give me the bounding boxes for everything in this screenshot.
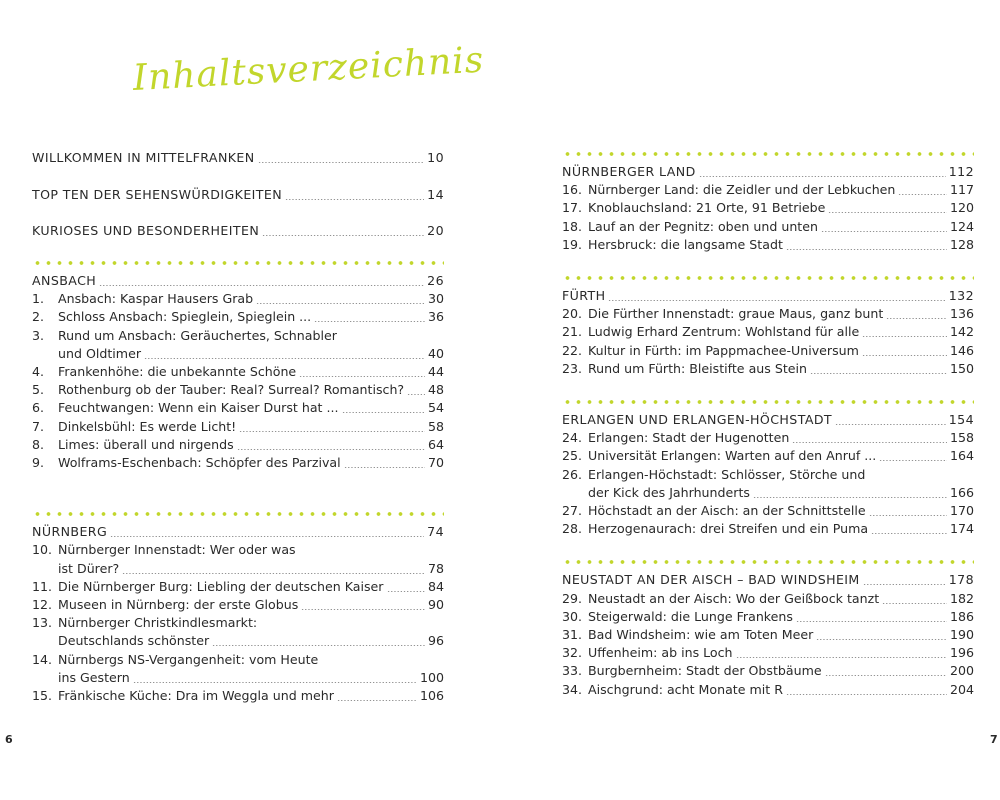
entry-page: 36: [427, 309, 444, 325]
entry-title: Hersbruck: die langsame Stadt: [588, 236, 783, 252]
entry-title: Frankenhöhe: die unbekannte Schöne: [58, 364, 297, 379]
toc-entry-4[interactable]: [32, 363, 444, 381]
entry-number: 2.: [32, 309, 45, 325]
dot-leader: [828, 209, 947, 213]
dot-leader: [239, 428, 425, 432]
entry-title: Nürnbergs NS-Vergangenheit: vom Heute: [58, 651, 319, 667]
toc-entry-willkommen-in-mittelfranken[interactable]: [32, 149, 444, 167]
dot-leader: [786, 246, 947, 250]
dot-leader: [810, 370, 947, 374]
section-divider: [562, 559, 974, 565]
toc-entry-2[interactable]: [32, 308, 444, 326]
entry-page: 112: [948, 164, 974, 179]
dot-leader: [337, 697, 417, 701]
entry-page: 174: [949, 521, 974, 537]
toc-entry-25[interactable]: [562, 447, 974, 465]
dot-leader: [736, 654, 947, 658]
entry-number: 26.: [562, 466, 583, 482]
entry-number: 11.: [32, 578, 53, 594]
dot-leader: [898, 191, 947, 195]
dot-leader: [699, 173, 946, 177]
entry-number: 8.: [32, 436, 45, 452]
entry-title: Museen in Nürnberg: der erste Globus: [58, 597, 299, 612]
page-number-left: 6: [5, 733, 13, 746]
entry-title: KURIOSES UND BESONDERHEITEN: [32, 223, 260, 238]
entry-title: Feuchtwangen: Wenn ein Kaiser Durst hat ...: [58, 400, 339, 416]
entry-page: 120: [949, 200, 974, 216]
entry-page: 150: [949, 360, 974, 376]
toc-entry-28[interactable]: [562, 520, 974, 538]
dot-leader: [879, 457, 947, 461]
dot-leader: [301, 606, 425, 610]
entry-number: 9.: [32, 455, 45, 470]
dot-leader: [299, 373, 425, 377]
entry-number: 28.: [562, 521, 583, 537]
section-heading-erlangen-und-erlangen-h-chstadt[interactable]: [562, 411, 974, 429]
toc-entry-21[interactable]: [562, 323, 974, 341]
entry-page: 14: [427, 186, 444, 202]
toc-entry-14-line2[interactable]: [32, 669, 444, 687]
entry-number: 27.: [562, 503, 583, 518]
dot-leader: [237, 446, 425, 450]
entry-title: Knoblauchsland: 21 Orte, 91 Betriebe: [588, 200, 826, 216]
section-heading-ansbach[interactable]: [32, 272, 444, 290]
toc-entry-5[interactable]: [32, 381, 444, 399]
section-heading-f-rth[interactable]: [562, 287, 974, 305]
entry-page: 124: [949, 218, 974, 234]
toc-entry-6[interactable]: [32, 399, 444, 417]
entry-page: 182: [949, 590, 974, 606]
toc-entry-27[interactable]: [562, 502, 974, 520]
entry-title: Rothenburg ob der Tauber: Real? Surreal? Romantisch?: [58, 382, 405, 398]
toc-entry-16[interactable]: [562, 181, 974, 199]
toc-entry-26[interactable]: [562, 466, 974, 484]
dot-leader: [144, 355, 425, 359]
entry-number: 29.: [562, 590, 583, 606]
entry-title: der Kick des Jahrhunderts: [588, 484, 750, 500]
dot-leader: [796, 618, 947, 622]
entry-title: NEUSTADT AN DER AISCH – BAD WINDSHEIM: [562, 572, 860, 588]
entry-page: 196: [949, 645, 974, 661]
toc-entry-7[interactable]: [32, 418, 444, 436]
entry-page: 146: [949, 342, 974, 358]
toc-entry-3[interactable]: [32, 327, 444, 345]
dot-leader: [262, 232, 424, 236]
entry-page: 58: [427, 418, 444, 434]
entry-title: Erlangen: Stadt der Hugenotten: [588, 430, 790, 446]
section-divider: [562, 399, 974, 405]
toc-entry-top-ten-der-sehensw-rdigkeiten[interactable]: [32, 186, 444, 204]
toc-entry-13[interactable]: [32, 614, 444, 632]
entry-title: ANSBACH: [32, 273, 97, 288]
toc-entry-9[interactable]: [32, 454, 444, 472]
toc-entry-34[interactable]: [562, 681, 974, 699]
dot-leader: [816, 636, 947, 640]
entry-title: Die Nürnberger Burg: Liebling der deutschen Kaiser: [58, 578, 384, 594]
entry-title: Wolframs-Eschenbach: Schöpfer des Parzival: [58, 455, 341, 470]
toc-entry-30[interactable]: [562, 608, 974, 626]
entry-page: 100: [419, 669, 444, 685]
toc-entry-29[interactable]: [562, 590, 974, 608]
entry-title: Neustadt an der Aisch: Wo der Geißbock tanzt: [588, 590, 880, 606]
toc-entry-32[interactable]: [562, 644, 974, 662]
toc-entry-23[interactable]: [562, 360, 974, 378]
page-number-right: 7: [990, 733, 998, 746]
entry-number: 15.: [32, 688, 53, 703]
dot-leader: [862, 352, 947, 356]
entry-title: Kultur in Fürth: im Pappmachee-Universum: [588, 342, 859, 358]
entry-number: 20.: [562, 306, 583, 322]
entry-number: 31.: [562, 627, 583, 642]
toc-entry-31[interactable]: [562, 626, 974, 644]
entry-title: NÜRNBERG: [32, 524, 108, 540]
entry-page: 96: [427, 633, 444, 649]
entry-title: Lauf an der Pegnitz: oben und unten: [588, 218, 818, 234]
entry-page: 204: [949, 681, 974, 697]
section-divider: [562, 275, 974, 281]
entry-number: 23.: [562, 360, 583, 376]
entry-page: 154: [948, 412, 974, 427]
dot-leader: [862, 333, 947, 337]
entry-number: 16.: [562, 182, 583, 198]
toc-entry-11[interactable]: [32, 578, 444, 596]
dot-leader: [863, 581, 946, 585]
entry-title: Nürnberger Land: die Zeidler und der Lebkuchen: [588, 182, 896, 198]
entry-title: Dinkelsbühl: Es werde Licht!: [58, 418, 237, 434]
entry-title: Ludwig Erhard Zentrum: Wohlstand für alle: [588, 324, 860, 340]
dot-leader: [821, 228, 947, 232]
toc-entry-12[interactable]: [32, 596, 444, 614]
toc-entry-1[interactable]: [32, 290, 444, 308]
toc-entry-10[interactable]: [32, 541, 444, 559]
entry-title: Bad Windsheim: wie am Toten Meer: [588, 627, 814, 642]
toc-entry-18[interactable]: [562, 218, 974, 236]
entry-number: 33.: [562, 663, 583, 679]
toc-entry-33[interactable]: [562, 662, 974, 680]
dot-leader: [212, 642, 425, 646]
entry-title: Herzogenaurach: drei Streifen und ein Puma: [588, 521, 869, 537]
entry-title: Limes: überall und nirgends: [58, 436, 234, 452]
entry-number: 30.: [562, 608, 583, 624]
entry-page: 164: [949, 448, 974, 464]
entry-page: 178: [948, 572, 974, 588]
toc-entry-22[interactable]: [562, 342, 974, 360]
entry-page: 90: [427, 597, 444, 612]
dot-leader: [608, 297, 945, 301]
entry-number: 5.: [32, 382, 45, 398]
entry-title: Höchstadt an der Aisch: an der Schnittstelle: [588, 503, 866, 518]
entry-number: 34.: [562, 681, 583, 697]
entry-title: Burgbernheim: Stadt der Obstbäume: [588, 663, 822, 679]
section-heading-neustadt-an-der-aisch-bad-windsheim[interactable]: [562, 571, 974, 589]
entry-page: 64: [427, 436, 444, 452]
dot-leader: [407, 391, 425, 395]
dot-leader: [886, 315, 947, 319]
dot-leader: [387, 588, 425, 592]
entry-page: 186: [949, 608, 974, 624]
dot-leader: [285, 196, 424, 200]
entry-title: Uffenheim: ab ins Loch: [588, 645, 733, 661]
dot-leader: [786, 691, 947, 695]
toc-entry-10-line2[interactable]: [32, 560, 444, 578]
section-divider: [32, 260, 444, 266]
entry-title: FÜRTH: [562, 288, 606, 303]
toc-entry-3-line2[interactable]: [32, 345, 444, 363]
dot-leader: [342, 409, 425, 413]
toc-entry-24[interactable]: [562, 429, 974, 447]
entry-page: 20: [427, 223, 444, 238]
entry-title: ERLANGEN UND ERLANGEN-HÖCHSTADT: [562, 412, 833, 427]
entry-number: 17.: [562, 200, 583, 216]
entry-number: 4.: [32, 364, 45, 379]
dot-leader: [314, 318, 425, 322]
entry-page: 78: [427, 560, 444, 576]
entry-title: Die Fürther Innenstadt: graue Maus, ganz bunt: [588, 306, 884, 322]
entry-number: 1.: [32, 291, 45, 307]
entry-title: TOP TEN DER SEHENSWÜRDIGKEITEN: [32, 186, 283, 202]
entry-page: 106: [419, 688, 444, 703]
entry-number: 6.: [32, 400, 45, 416]
dot-leader: [753, 494, 947, 498]
dot-leader: [871, 530, 947, 534]
entry-title: ist Dürer?: [58, 560, 120, 576]
entry-number: 10.: [32, 542, 53, 558]
entry-title: Ansbach: Kaspar Hausers Grab: [58, 291, 254, 307]
entry-number: 25.: [562, 448, 583, 464]
entry-title: Rund um Fürth: Bleistifte aus Stein: [588, 360, 807, 376]
dot-leader: [792, 439, 947, 443]
entry-page: 142: [949, 324, 974, 340]
dot-leader: [256, 300, 425, 304]
entry-title: und Oldtimer: [58, 345, 141, 361]
entry-title: Fränkische Küche: Dra im Weggla und mehr: [58, 688, 334, 703]
entry-page: 166: [949, 484, 974, 500]
entry-title: Steigerwald: die Lunge Frankens: [588, 608, 793, 624]
entry-number: 32.: [562, 645, 583, 661]
entry-number: 19.: [562, 236, 583, 252]
entry-page: 158: [949, 430, 974, 446]
entry-page: 48: [427, 382, 444, 398]
entry-number: 13.: [32, 615, 53, 631]
section-divider: [32, 511, 444, 517]
entry-page: 26: [427, 273, 444, 288]
section-heading-n-rnberger-land[interactable]: [562, 163, 974, 181]
dot-leader: [869, 512, 947, 516]
entry-number: 14.: [32, 651, 53, 667]
entry-title: Nürnberger Christkindlesmarkt:: [58, 615, 258, 631]
entry-page: 170: [949, 503, 974, 518]
toc-entry-14[interactable]: [32, 651, 444, 669]
entry-number: 21.: [562, 324, 583, 340]
section-heading-n-rnberg[interactable]: [32, 523, 444, 541]
entry-page: 132: [948, 288, 974, 303]
dot-leader: [344, 464, 425, 468]
entry-number: 22.: [562, 342, 583, 358]
entry-page: 190: [949, 627, 974, 642]
entry-title: NÜRNBERGER LAND: [562, 164, 696, 179]
entry-title: ins Gestern: [58, 669, 130, 685]
entry-page: 84: [427, 578, 444, 594]
entry-page: 136: [949, 306, 974, 322]
toc-entry-13-line2[interactable]: [32, 632, 444, 650]
toc-entry-15[interactable]: [32, 687, 444, 705]
dot-leader: [110, 533, 424, 537]
toc-entry-20[interactable]: [562, 305, 974, 323]
entry-number: 24.: [562, 430, 583, 446]
entry-page: 44: [427, 364, 444, 379]
entry-page: 200: [949, 663, 974, 679]
toc-entry-17[interactable]: [562, 199, 974, 217]
entry-title: Schloss Ansbach: Spieglein, Spieglein ...: [58, 309, 312, 325]
entry-page: 70: [427, 455, 444, 470]
entry-number: 3.: [32, 327, 45, 343]
entry-page: 54: [427, 400, 444, 416]
entry-page: 30: [427, 291, 444, 307]
dot-leader: [825, 672, 947, 676]
entry-number: 12.: [32, 597, 53, 612]
entry-title: Erlangen-Höchstadt: Schlösser, Störche und: [588, 466, 866, 482]
entry-page: 74: [427, 524, 444, 540]
entry-page: 40: [427, 345, 444, 361]
toc-entry-26-line2[interactable]: [562, 484, 974, 502]
entry-page: 117: [949, 182, 974, 198]
dot-leader: [99, 282, 424, 286]
dot-leader: [133, 679, 417, 683]
toc-entry-kurioses-und-besonderheiten[interactable]: [32, 222, 444, 240]
dot-leader: [882, 600, 947, 604]
entry-title: Aischgrund: acht Monate mit R: [588, 681, 783, 697]
entry-page: 10: [427, 150, 444, 165]
entry-title: WILLKOMMEN IN MITTELFRANKEN: [32, 150, 255, 165]
dot-leader: [258, 159, 425, 163]
toc-title: Inhaltsverzeichnis: [131, 39, 486, 99]
entry-number: 7.: [32, 418, 45, 434]
toc-entry-19[interactable]: [562, 236, 974, 254]
dot-leader: [835, 421, 946, 425]
entry-title: Nürnberger Innenstadt: Wer oder was: [58, 542, 296, 558]
section-divider: [562, 151, 974, 157]
entry-title: Universität Erlangen: Warten auf den Anruf ...: [588, 448, 877, 464]
dot-leader: [122, 570, 425, 574]
entry-title: Rund um Ansbach: Geräuchertes, Schnabler: [58, 327, 337, 343]
entry-page: 128: [949, 236, 974, 252]
entry-title: Deutschlands schönster: [58, 633, 210, 649]
entry-number: 18.: [562, 218, 583, 234]
toc-entry-8[interactable]: [32, 436, 444, 454]
